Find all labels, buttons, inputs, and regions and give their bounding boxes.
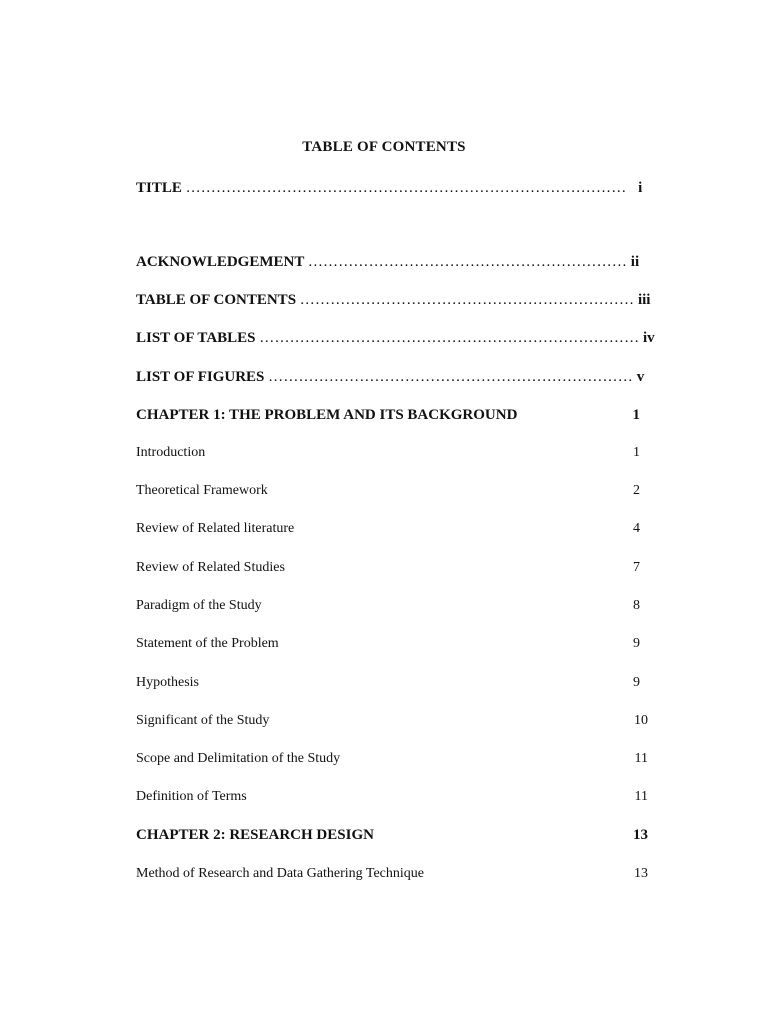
toc-page-number: i [638, 180, 643, 196]
toc-page-number: 11 [634, 751, 648, 766]
section-title: Hypothesis [136, 675, 199, 690]
toc-page-number: 1 [632, 407, 640, 423]
toc-page-number: ii [630, 254, 640, 270]
section-title: Significant of the Study [136, 713, 270, 728]
toc-entry-label: TITLE [136, 180, 182, 196]
toc-page-number: 1 [633, 445, 640, 460]
toc-entry-label: LIST OF TABLES [136, 330, 256, 346]
chapter-title: CHAPTER 1: THE PROBLEM AND ITS BACKGROUND [136, 407, 518, 423]
toc-page-number: 9 [633, 636, 640, 651]
section-title: Introduction [136, 445, 206, 460]
toc-page-number: v [636, 369, 645, 385]
section-title: Statement of the Problem [136, 636, 279, 651]
toc-page-number: iv [643, 330, 655, 346]
toc-entry-list-of-tables [136, 328, 655, 348]
toc-page-number: iii [637, 292, 651, 308]
toc-page-number: 9 [633, 675, 640, 690]
toc-page-number: 13 [633, 827, 648, 843]
toc-entry-table-of-contents [136, 290, 650, 310]
section-title: Scope and Delimitation of the Study [136, 751, 341, 766]
toc-leader-dots: ……………………………………………………… [307, 254, 628, 270]
section-title: Method of Research and Data Gathering Technique [136, 866, 424, 881]
toc-page-number: 8 [633, 598, 640, 613]
toc-page-number: 13 [634, 866, 648, 881]
chapter-title: CHAPTER 2: RESEARCH DESIGN [136, 827, 374, 843]
section-title: Review of Related Studies [136, 560, 285, 575]
toc-entry-acknowledgement [136, 252, 639, 272]
toc-page-number: 7 [633, 560, 640, 575]
toc-page-number: 2 [633, 483, 640, 498]
section-title: Paradigm of the Study [136, 598, 262, 613]
page-title: TABLE OF CONTENTS [302, 139, 466, 155]
section-title: Theoretical Framework [136, 483, 268, 498]
toc-leader-dots: ………………………………………………………… [299, 292, 635, 308]
toc-leader-dots: ………………………………………………………………… [259, 330, 640, 346]
toc-page-number: 11 [634, 789, 648, 804]
toc-entry-label: TABLE OF CONTENTS [136, 292, 297, 308]
section-title: Definition of Terms [136, 789, 247, 804]
toc-entry-list-of-figures [136, 367, 644, 387]
toc-page-number: 4 [633, 521, 640, 536]
section-title: Review of Related literature [136, 521, 295, 536]
toc-entry-label: ACKNOWLEDGEMENT [136, 254, 305, 270]
toc-page-number: 10 [634, 713, 648, 728]
toc-entry-title [136, 178, 642, 198]
toc-entry-label: LIST OF FIGURES [136, 369, 265, 385]
toc-leader-dots: ……………………………………………………………… [268, 369, 633, 385]
toc-leader-dots: …………………………………………………………………………… [185, 180, 627, 196]
